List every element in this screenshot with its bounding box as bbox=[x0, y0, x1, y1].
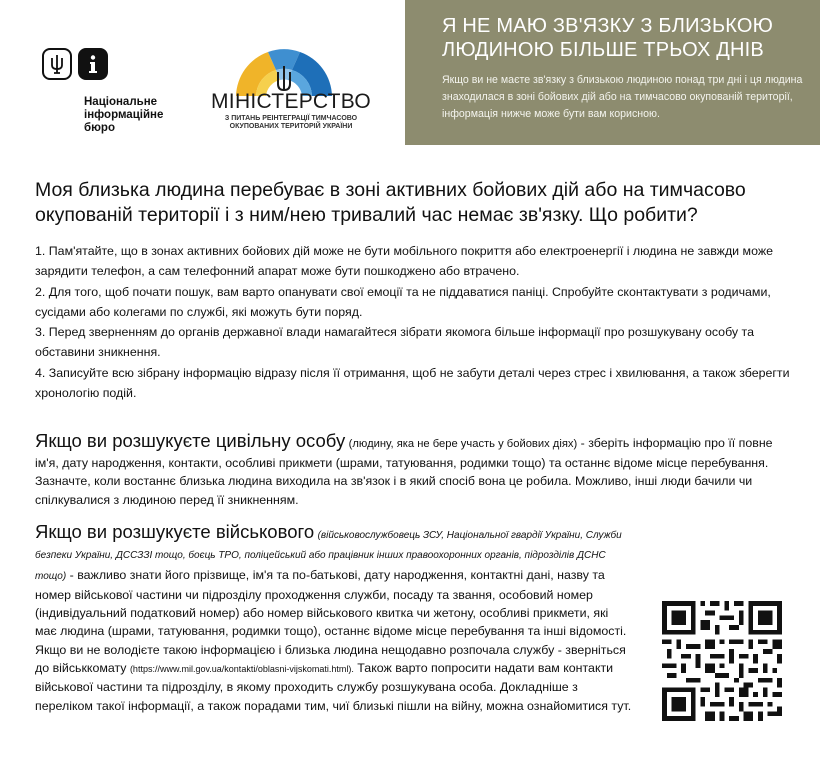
logos-area bbox=[0, 0, 405, 145]
banner-title: Я НЕ МАЮ ЗВ'ЯЗКУ З БЛИЗЬКОЮ ЛЮДИНОЮ БІЛЬШЕ ТРЬОХ ДНІВ bbox=[442, 15, 774, 61]
military-text-1: - важливо знати його прізвище, ім'я та по-батькові, дату народження, контактні дані, назву та номер військової частини чи підрозділу проходження служби, посаду та звання, особовий номер (індивідуальний податковий номер) або номер військового квитка чи жетону, особливі прикмети, які має людина (шрами, татуювання, родимки тощо), останнє відоме місце перебування та інші відомості. Якщо ви не володієте такою інформацією і близька людина нещодавно розпочала службу - зверніться до військкомату bbox=[35, 567, 627, 676]
step-item: 2. Для того, щоб почати пошук, вам варто опанувати свої емоції та не піддаватися паніці. Спробуйте сконтактувати з родичами, сусідами або колегами по службі, які можуть бути поряд. bbox=[35, 284, 771, 319]
civil-note: (людину, яка не бере участь у бойових діях) bbox=[348, 438, 578, 450]
nib-logo bbox=[42, 48, 108, 80]
ministry-subtitle: З ПИТАНЬ РЕІНТЕГРАЦІЇ ТИМЧАСОВО ОКУПОВАНИХ ТЕРИТОРІЙ УКРАЇНИ bbox=[224, 115, 358, 130]
ministry-rainbow-icon bbox=[228, 40, 340, 96]
main-title: Моя близька людина перебуває в зоні активних бойових дій або на тимчасово окупованій території і з ним/нею тривалий час немає зв'язку. Що робити? bbox=[35, 179, 746, 226]
trident-icon bbox=[42, 48, 72, 80]
step-item: 3. Перед зверненням до органів державної влади намагайтеся зібрати якомога більше інформації про розшукувану особу та обставини зникнення. bbox=[35, 325, 754, 360]
military-link[interactable]: (https://www.mil.gov.ua/kontakti/oblasni-vijskomati.html). bbox=[129, 664, 354, 675]
civil-heading: Якщо ви розшукуєте цивільну особу bbox=[35, 430, 346, 451]
military-heading: Якщо ви розшукуєте військового bbox=[35, 521, 315, 542]
step-item: 4. Записуйте всю зібрану інформацію відразу після її отримання, щоб не забути деталі через стрес і хвилювання, а також зберегти хронологію подій. bbox=[35, 365, 790, 401]
ministry-title: МІНІСТЕРСТВО bbox=[211, 90, 371, 113]
info-icon bbox=[78, 48, 108, 80]
civil-text: - зберіть інформацію про її повне ім'я, дату народження, контакти, особливі прикмети (шрами, татуювання, родимки тощо) та останнє відоме місце перебування. Зазначте, коли востаннє близька людина виходила на зв'язок і в який спосіб вона це робила. Можливо, інші люди бачили чи спілкувалися з людиною перед її зникненням. bbox=[35, 436, 773, 507]
steps-list bbox=[35, 241, 795, 403]
qr-code-icon[interactable] bbox=[662, 601, 782, 721]
banner bbox=[405, 0, 820, 145]
nib-name: Національне інформаційне бюро bbox=[84, 96, 164, 134]
header bbox=[0, 0, 820, 145]
military-text-2: Також варто попросити надати вам контакти військової частини та підрозділу, в якому проходить службу розшукувана особа. Докладніше з переліком такої інформації, а також порадами тим, чиї близькі пішли на війну, можна ознайомитися тут. bbox=[35, 661, 632, 713]
banner-text: Якщо ви не маєте зв'язку з близькою людиною понад три дні і ця людина знаходилася в зоні бойових дій або на тимчасово окупованій території, інформація нижче може бути вам корисною. bbox=[442, 74, 803, 120]
step-item: 1. Пам'ятайте, що в зонах активних бойових дій може не бути мобільного покриття або електроенергії і людина не завжди може зарядити телефон, а сам телефонний апарат може бути пошкоджено або втрачено. bbox=[35, 244, 773, 279]
civil-section bbox=[35, 432, 795, 509]
military-section bbox=[35, 523, 633, 715]
military-note: (військовослужбовець ЗСУ, Національної гвардії України, Служби безпеки України, ДССЗЗІ тощо, боєць ТРО, поліцейський або працівник інших правоохоронних органів, підрозділів ДСНС тощо) bbox=[35, 530, 622, 582]
